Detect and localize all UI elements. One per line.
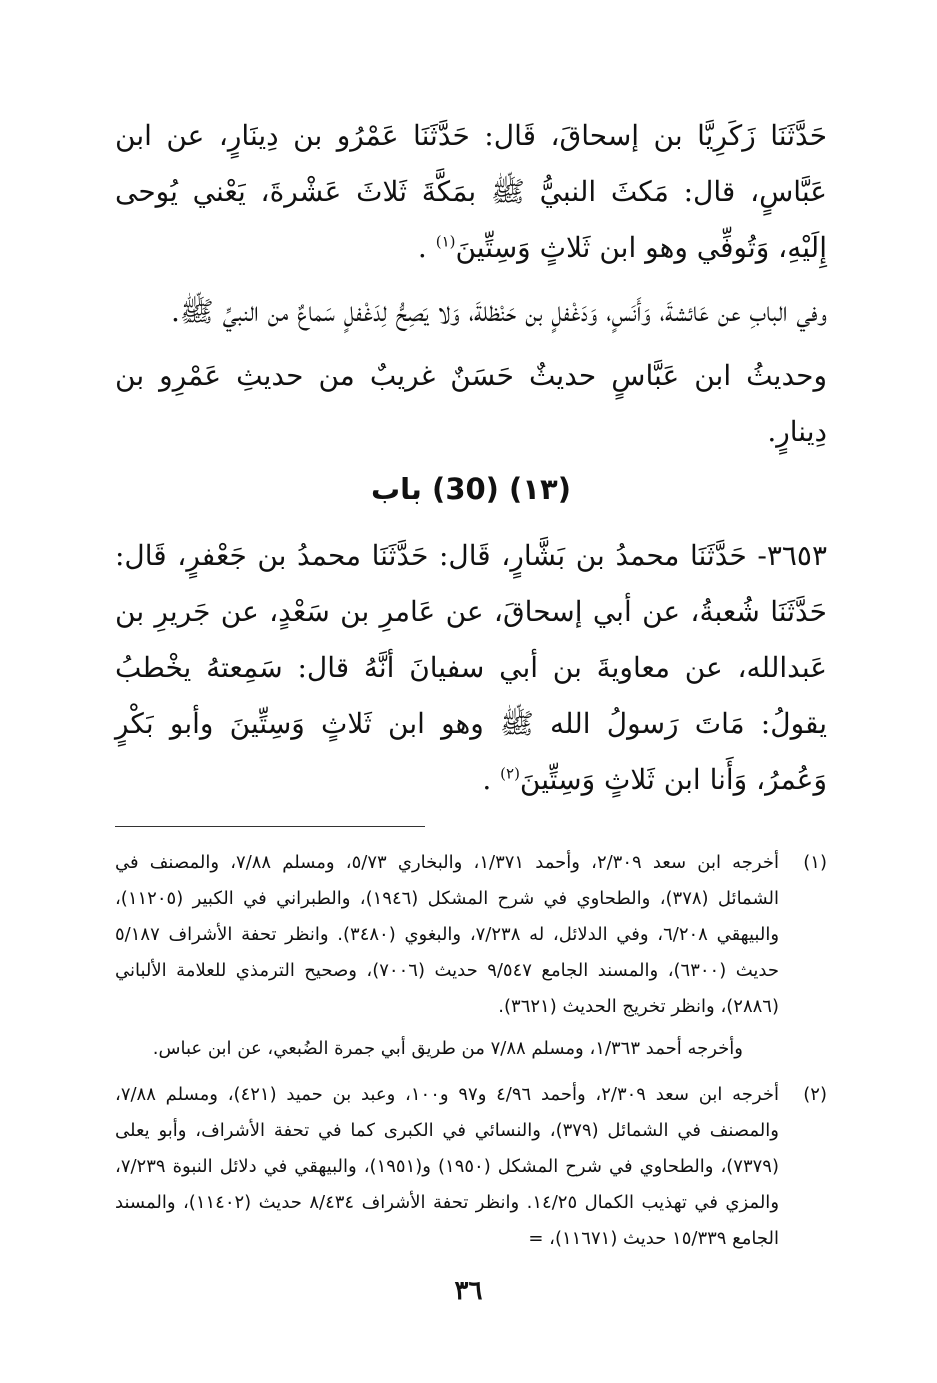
footnote-ref-1[interactable]: (١) (435, 232, 456, 251)
footnote-continuation: وأخرجه أحمد ١/٣٦٣، ومسلم ٧/٨٨ من طريق أبي جمرة الضُبعي، عن ابن عباس. (152, 1038, 743, 1059)
footnote-text: أخرجه ابن سعد ٢/٣٠٩، وأحمد ١/٣٧١، والبخاري ٥/٧٣، ومسلم ٧/٨٨، والمصنف في الشمائل (٣٧٨)، والطحاوي في شرح المشكل (١٩٤٦)، والطبراني في الكبير (١١٢٠٥)، والبيهقي ٦/٢٠٨، وفي الدلائل، له ٧/٢٣٨، والبغوي (٣٤٨٠). وانظر تحفة الأشراف ٥/١٨٧ حديث (٦٣٠٠)، والمسند الجامع ٩/٥٤٧ حديث (٧٠٠٦)، وصحيح الترمذي للعلامة الألباني (٢٨٨٦)، وانظر تخريج الحديث (٣٦٢١). (115, 852, 780, 1017)
footnote-divider (115, 826, 425, 827)
paragraph-1: حَدَّثَنَا زَكَرِيَّا بن إسحاقَ، قَال: حَدَّثَنَا عَمْرُو بن دِينَارٍ، عن ابن عَبَّاسٍ، قال: مَكثَ النبيُّ ﷺ بمَكَّةَ ثَلاثَ عَشْرةَ، يَعْني يُوحى إِلَيْهِ، وَتُوفِّي وهو ابن ثَلاثٍ وَسِتِّينَ$^{(١)}$ . (115, 119, 827, 264)
footnote-text: أخرجه ابن سعد ٢/٣٠٩، وأحمد ٤/٩٦ و٩٧ و١٠٠، وعبد بن حميد (٤٢١)، ومسلم ٧/٨٨، والمصنف في الشمائل (٣٧٩)، والنسائي في الكبرى كما في تحفة الأشراف، وأبو يعلى (٧٣٧٩)، والطحاوي في شرح المشكل (١٩٥٠) و(١٩٥١)، والبيهقي في دلائل النبوة ٧/٢٣٩، والمزي في تهذيب الكمال ١٤/٢٥. وانظر تحفة الأشراف ٨/٤٣٤ حديث (١١٤٠٢)، والمسند الجامع ١٥/٣٣٩ حديث (١١٦٧١)، = (115, 1084, 780, 1249)
footnote-2 (115, 1077, 827, 1257)
footnote-body (115, 845, 779, 1067)
paragraph-2: وفي البابِ عن عَائشةَ، وَأَنَسٍ، وَدَغْفلٍ بن حَنْظلةَ، وَلا يَصِحُّ لِدَغْفلٍ سَماعٌ من النبيِّ ﷺ. (170, 295, 827, 328)
paragraph-3: وحديثُ ابن عَبَّاسٍ حديثٌ حَسَنٌ غريبٌ من حديثِ عَمْرِو بن دِينارٍ. (115, 359, 827, 448)
hadith-3653: ٣٦٥٣- حَدَّثَنَا محمدُ بن بَشَّارٍ، قَال: حَدَّثَنَا محمدُ بن جَعْفرٍ، قَال: حَدَّثَنَا شُعبةُ، عن أبي إسحاقَ، عن عَامرِ بن سَعْدٍ، عن جَريرِ بن عَبدالله، عن معاويةَ بن أبي سفيانَ أنَّهُ قال: سَمِعتهُ يخْطبُ يقولُ: مَاتَ رَسولُ الله ﷺ وهو ابن ثَلاثٍ وَسِتِّينَ وأبو بَكْرٍ وَعُمرُ، وَأَنا ابن ثَلاثٍ وَسِتِّينَ$^{(٢)}$ . (115, 539, 827, 796)
footnote-number: (١) (803, 852, 827, 873)
footnote-body (115, 1077, 779, 1257)
chapter-heading: (١٣) (30) باب (371, 472, 571, 506)
page-number: ٣٦ (454, 1276, 483, 1306)
footnote-number: (٢) (803, 1084, 827, 1105)
main-text (115, 108, 827, 808)
footnote-ref-2[interactable]: (٢) (500, 764, 520, 783)
footnote-1 (115, 845, 827, 1067)
